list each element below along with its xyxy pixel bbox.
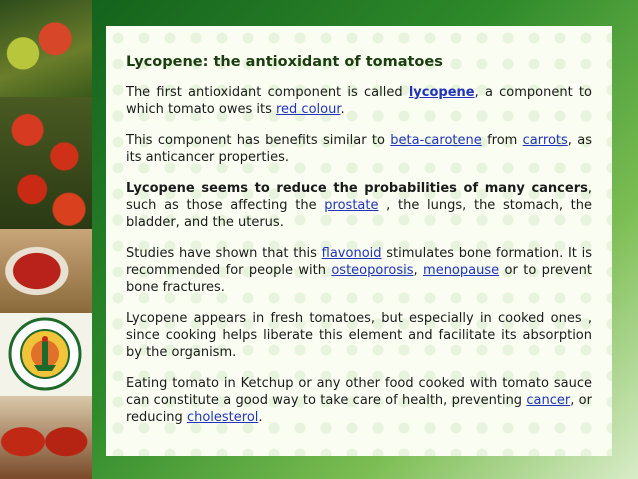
text-run: , the lungs, the stomach, the bladder, and the uterus. xyxy=(126,198,593,230)
text-run: Eating tomato in Ketchup or any other food cooked with tomato sauce can constitute a good way to take care of health, preventing xyxy=(126,376,592,408)
link-osteoporosis[interactable]: osteoporosis xyxy=(331,263,414,278)
link-beta-carotene[interactable]: beta-carotene xyxy=(390,133,482,148)
text-run: , such as those affecting the xyxy=(126,181,592,213)
paragraph-lycopene-intro xyxy=(126,84,592,118)
college-seal-logo xyxy=(8,317,82,391)
link-red-colour[interactable]: red colour xyxy=(275,102,341,117)
link-flavonoid[interactable]: flavonoid xyxy=(321,246,382,261)
paragraph-cooked xyxy=(126,310,592,361)
text-run: , as its anticancer properties. xyxy=(126,133,592,165)
college-seal-image xyxy=(0,313,92,396)
link-lycopene[interactable]: lycopene xyxy=(408,85,475,100)
text-run: from xyxy=(481,133,523,148)
content-card xyxy=(106,26,612,456)
text-run: . xyxy=(258,410,263,425)
text-run: or to prevent bone fractures. xyxy=(126,263,592,295)
text-run: Lycopene appears in fresh tomatoes, but especially in cooked ones , since cooking helps liberate this element and facilitate its absorption by the organism. xyxy=(126,311,592,360)
paragraph-cancers xyxy=(126,180,592,231)
tomato-sauce-photo xyxy=(0,229,92,313)
text-run: stimulates bone formation. It is recommended for people with xyxy=(126,246,592,278)
paragraph-ketchup xyxy=(126,375,592,426)
paragraph-benefits xyxy=(126,132,592,166)
link-cancer[interactable]: cancer xyxy=(526,393,571,408)
text-run: . xyxy=(340,102,345,117)
page-title: Lycopene: the antioxidant of tomatoes xyxy=(126,54,443,70)
text-run: Studies have shown that this xyxy=(126,246,322,261)
link-carrots[interactable]: carrots xyxy=(522,133,568,148)
tomato-jars-photo xyxy=(0,396,92,479)
link-menopause[interactable]: menopause xyxy=(423,263,500,278)
text-run: This component has benefits similar to xyxy=(126,133,391,148)
photo-strip xyxy=(0,0,92,479)
bold-text: Lycopene seems to reduce the probabilities of many cancers xyxy=(126,181,588,196)
link-prostate[interactable]: prostate xyxy=(324,198,379,213)
link-cholesterol[interactable]: cholesterol xyxy=(186,410,259,425)
text-run: The first antioxidant component is called xyxy=(126,85,409,100)
paragraph-bone xyxy=(126,245,592,296)
tomato-plant-photo xyxy=(0,0,92,97)
text-run: , a component to which tomato owes its xyxy=(126,85,592,117)
text-run: , or reducing xyxy=(126,393,592,425)
tomato-vine-photo xyxy=(0,97,92,229)
text-run: , xyxy=(413,263,424,278)
